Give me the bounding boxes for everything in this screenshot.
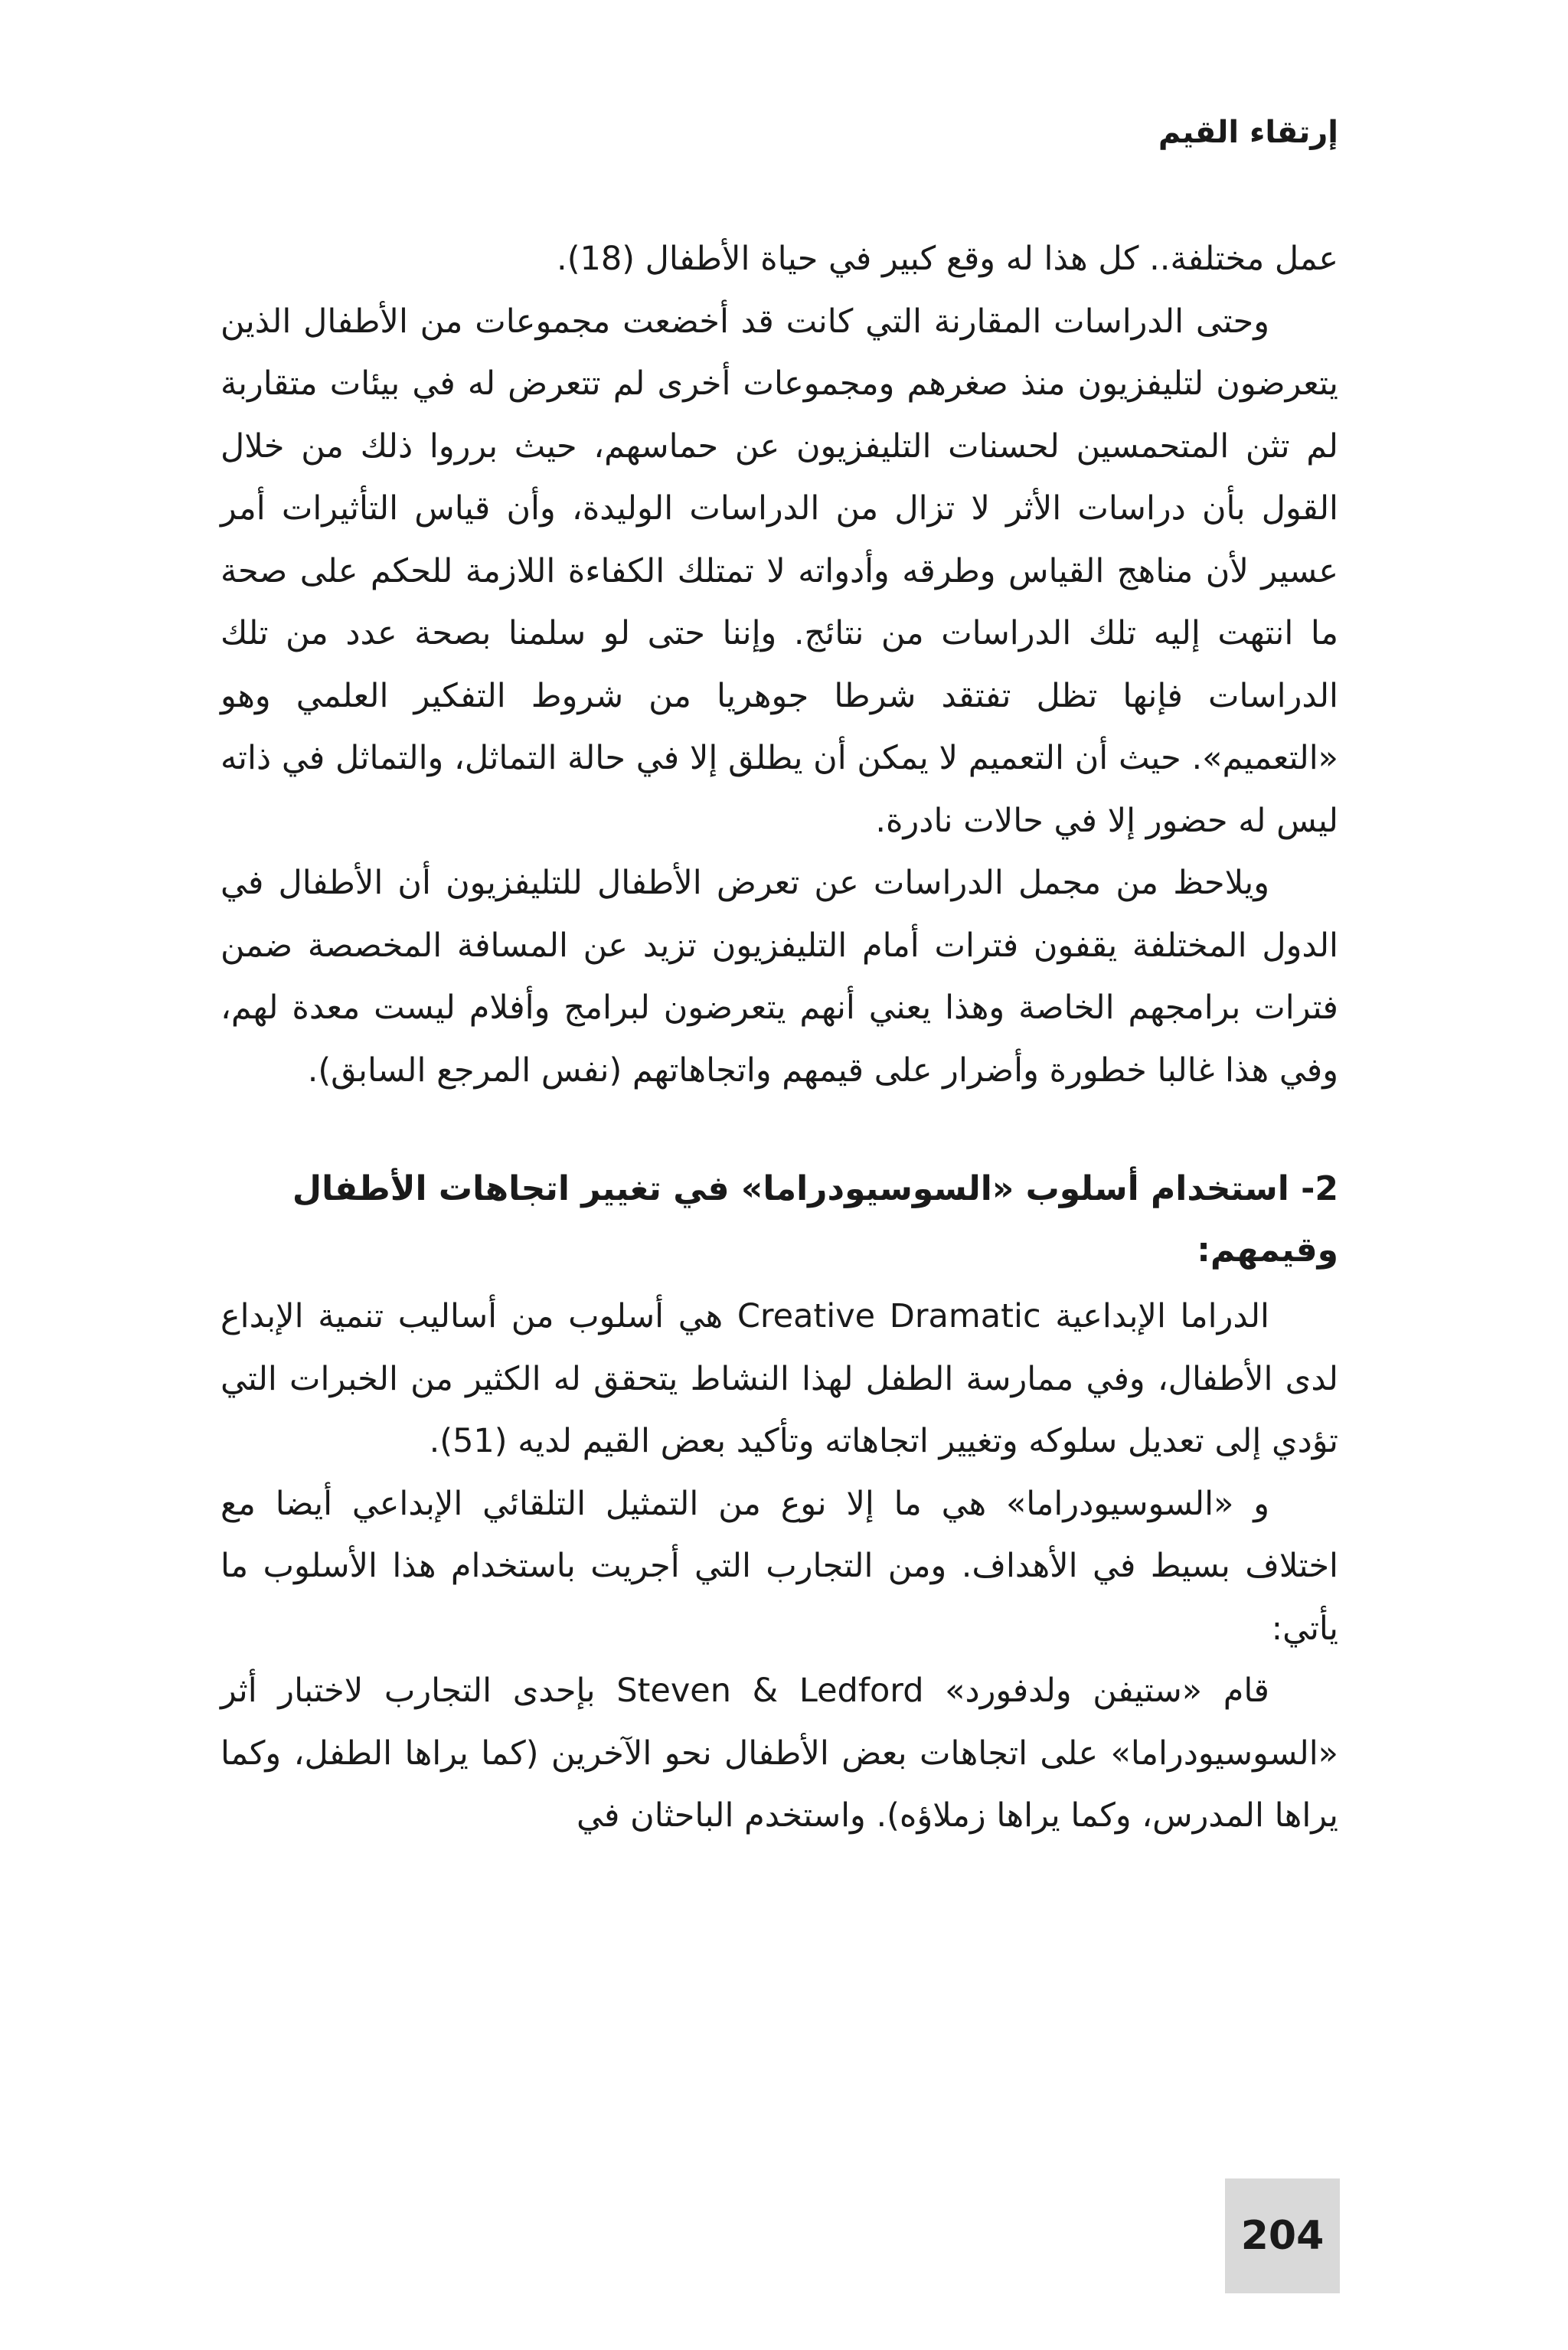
paragraph-sociodrama: و «السوسيودراما» هي ما إلا نوع من التمثيل التلقائي الإبداعي أيضا مع اختلاف بسيط في الأهداف. ومن التجارب التي أجريت باستخدام هذا الأسلوب ما يأتي: [220,1484,1338,1648]
section-heading: 2- استخدام أسلوب «السوسيودراما» في تغيير اتجاهات الأطفال وقيمهم: [292,1169,1338,1270]
paragraph-creative-drama: الدراما الإبداعية Creative Dramatic هي أسلوب من أساليب تنمية الإبداع لدى الأطفال، وفي ممارسة الطفل لهذا النشاط يتحقق له الكثير من الخبرات التي تؤدي إلى تعديل سلوكه وتغيير اتجاهاته وتأكيد بعض القيم لديه (51). [220,1297,1338,1460]
page-number-box [1225,2178,1340,2293]
paragraph-exposure-observation: ويلاحظ من مجمل الدراسات عن تعرض الأطفال للتليفزيون أن الأطفال في الدول المختلفة يقفون فترات أمام التليفزيون تزيد عن المسافة المخصصة ضمن فترات برامجهم الخاصة وهذا يعني أنهم يتعرضون لبرامج وأفلام ليست معدة لهم، وفي هذا غالبا خطورة وأضرار على قيمهم واتجاهاتهم (نفس المرجع السابق). [220,864,1338,1090]
paragraph-comparative-studies: وحتى الدراسات المقارنة التي كانت قد أخضعت مجموعات من الأطفال الذين يتعرضون لتليفزيون منذ صغرهم ومجموعات أخرى لم تتعرض له في بيئات متقاربة لم تثن المتحمسين لحسنات التليفزيون عن حماسهم، حيث برروا ذلك من خلال القول بأن دراسات الأثر لا تزال من الدراسات الوليدة، وأن قياس التأثيرات أمر عسير لأن مناهج القياس وطرقه وأدواته لا تمتلك الكفاءة اللازمة للحكم على صحة ما انتهت إليه تلك الدراسات من نتائج. وإننا حتى لو سلمنا بصحة عدد من تلك الدراسات فإنها تظل تفتقد شرطا جوهريا من شروط التفكير العلمي وهو «التعميم». حيث أن التعميم لا يمكن أن يطلق إلا في حالة التماثل، والتماثل في ذاته ليس له حضور إلا في حالات نادرة. [220,302,1338,840]
body-text [220,228,1338,1848]
running-header: إرتقاء القيم [1158,115,1338,150]
paragraph-steven-ledford: قام «ستيفن ولدفورد» Steven & Ledford بإحدى التجارب لاختبار أثر «السوسيودراما» على اتجاهات بعض الأطفال نحو الآخرين (كما يراها الطفل، وكما يراها المدرس، وكما يراها زملاؤه). واستخدم الباحثان في [220,1672,1338,1835]
page-number: 204 [1240,2213,1325,2259]
paragraph-continuation: عمل مختلفة.. كل هذا له وقع كبير في حياة الأطفال (18). [557,240,1338,278]
